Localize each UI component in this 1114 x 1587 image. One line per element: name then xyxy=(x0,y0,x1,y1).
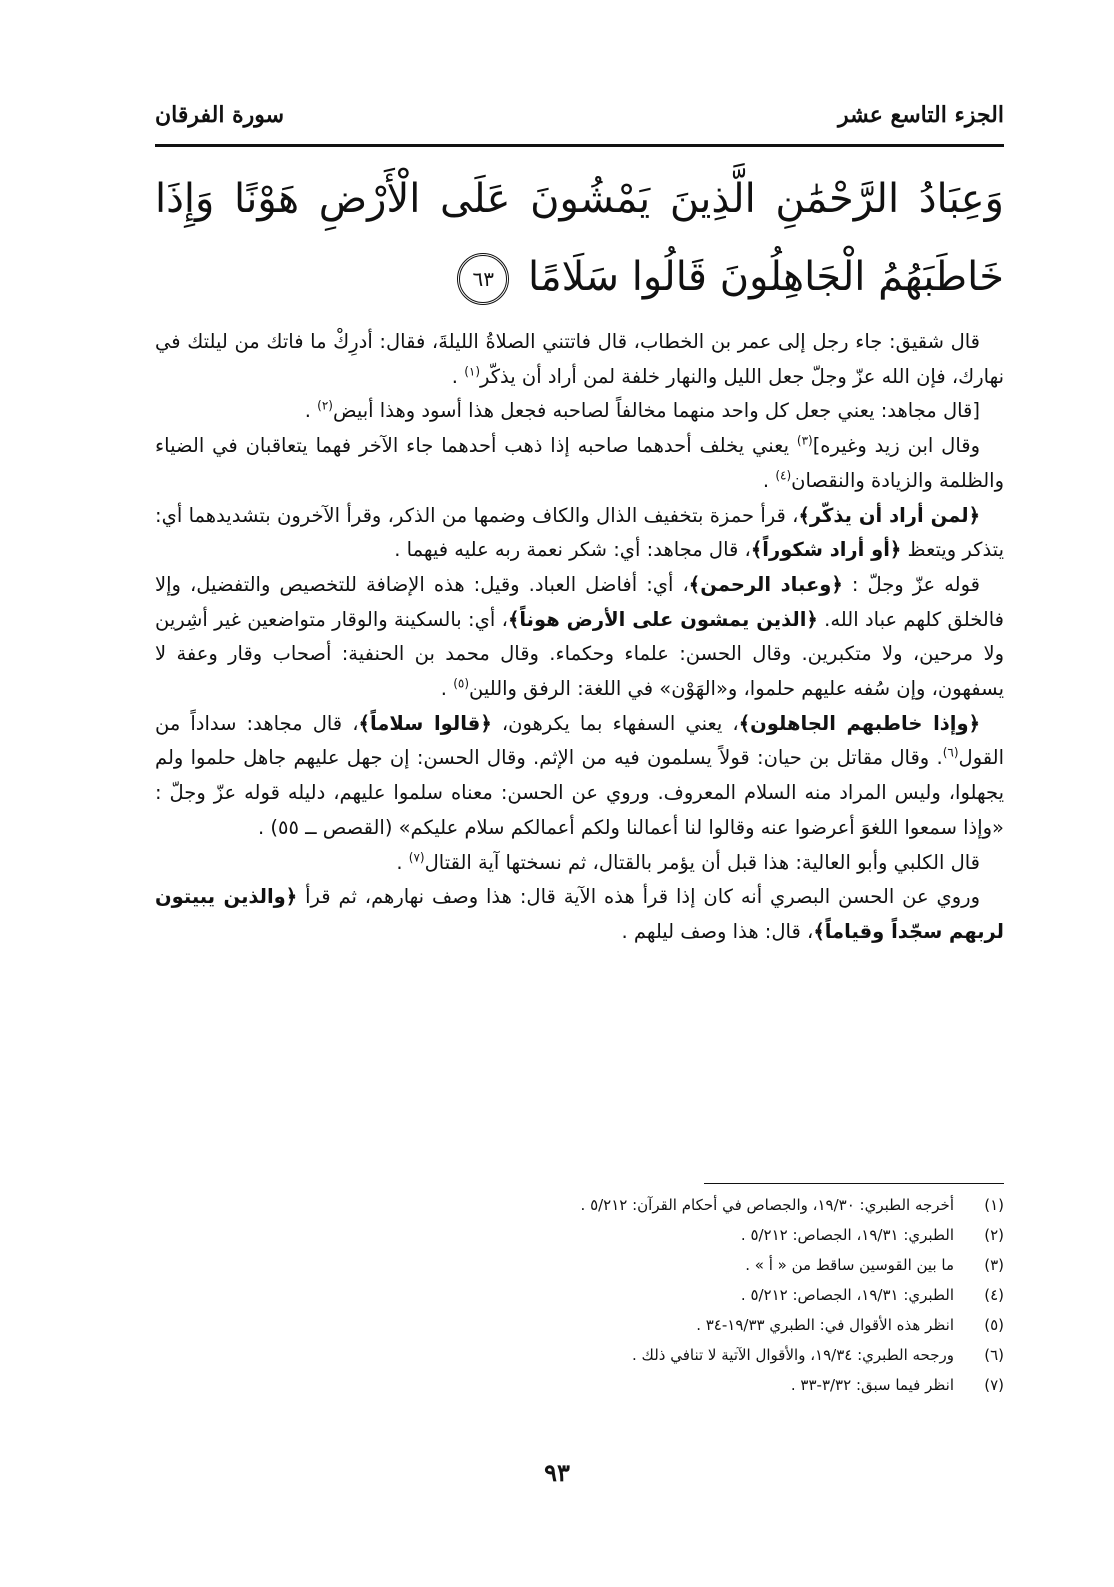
part-title: الجزء التاسع عشر xyxy=(837,102,1004,128)
footnote-number: (١) xyxy=(984,1196,1004,1214)
paragraph-text: [قال مجاهد: يعني جعل كل واحد منهما مخالفاً لصاحبه فجعل هذا أسود وهذا أبيض xyxy=(332,399,980,423)
paragraph xyxy=(155,846,1004,881)
paragraph xyxy=(155,568,1004,707)
quoted-verse: ﴿وإذا خاطبهم الجاهلون﴾ xyxy=(738,711,981,735)
quoted-verse: ﴿وعباد الرحمن﴾ xyxy=(688,572,843,596)
paragraph-text: . xyxy=(304,399,318,423)
paragraph-text: وروي عن الحسن البصري أنه كان إذا قرأ هذه الآية قال: هذا وصف نهارهم، ثم قرأ xyxy=(297,885,980,909)
paragraph xyxy=(155,394,1004,429)
footnotes xyxy=(155,1190,1004,1430)
paragraph-text: ، قال: هذا وصف ليلهم . xyxy=(621,919,814,943)
header-rule xyxy=(155,144,1004,147)
paragraph-text: قال شقيق: جاء رجل إلى عمر بن الخطاب، قال فاتتني الصلاةُ الليلةَ، فقال: أدرِكْ ما فاتك من ليلتك في نهارك، فإن الله عزّ وجلّ جعل الليل والنهار خلفة لمن أراد أن يذكّر xyxy=(155,330,1004,388)
footnote-item xyxy=(155,1250,1004,1280)
paragraph-text: ، أي: بالسكينة والوقار متواضعين غير أشِرين ولا مرحين، ولا متكبرين. وقال الحسن: علماء وحكماء. وقال محمد بن الحنفية: أصحاب وقار وعفة لا يسفهون، وإن سُفه عليهم حلموا، و«الهَوْن» في اللغة: الرفق واللين xyxy=(155,607,1004,701)
footnote-rule xyxy=(704,1183,1004,1184)
verse-text: وَعِبَادُ الرَّحْمَٰنِ الَّذِينَ يَمْشُونَ عَلَى الْأَرْضِ هَوْنًا وَإِذَا خَاطَبَهُمُ الْجَاهِلُونَ قَالُوا سَلَامًا xyxy=(155,176,1004,300)
paragraph xyxy=(155,880,1004,949)
footnote-text: انظر فيما سبق: ٣/٣٢-٣٣ . xyxy=(790,1376,954,1394)
paragraph-text: قال الكلبي وأبو العالية: هذا قبل أن يؤمر بالقتال، ثم نسختها آية القتال xyxy=(424,850,980,874)
paragraph xyxy=(155,429,1004,498)
footnote-number: (٤) xyxy=(984,1286,1004,1304)
footnote-ref: (١) xyxy=(464,364,481,379)
paragraph-text: . xyxy=(440,677,454,701)
commentary-body xyxy=(155,325,1004,1175)
footnote-ref: (٥) xyxy=(453,676,470,691)
verse-number-marker: ٦٣ xyxy=(457,253,509,305)
footnote-text: أخرجه الطبري: ١٩/٣٠، والجصاص في أحكام القرآن: ٥/٢١٢ . xyxy=(580,1196,954,1214)
footnote-item xyxy=(155,1220,1004,1250)
paragraph-text: . xyxy=(762,468,776,492)
footnote-text: انظر هذه الأقوال في: الطبري ١٩/٣٣-٣٤ . xyxy=(696,1316,954,1334)
footnote-text: الطبري: ١٩/٣١، الجصاص: ٥/٢١٢ . xyxy=(740,1286,954,1304)
paragraph-text: ، أي: أفاضل العباد. وقيل: هذه الإضافة للتخصيص والتفضيل، وإلا فالخلق كلهم عباد الله. xyxy=(155,572,1004,631)
paragraph-text: . xyxy=(396,850,409,874)
paragraph-text: ، قرأ حمزة بتخفيف الذال والكاف وضمها من الذكر، وقرأ الآخرون بتشديدهما أي: يتذكر ويتعظ xyxy=(155,503,1004,562)
quoted-verse: ﴿أو أراد شكوراً﴾ xyxy=(750,538,902,562)
surah-title: سورة الفرقان xyxy=(155,102,285,128)
footnote-item xyxy=(155,1370,1004,1400)
footnote-item xyxy=(155,1310,1004,1340)
footnote-item xyxy=(155,1280,1004,1310)
footnote-text: الطبري: ١٩/٣١، الجصاص: ٥/٢١٢ . xyxy=(740,1226,954,1244)
footnote-ref: (٤) xyxy=(775,468,792,483)
footnote-ref: (٢) xyxy=(317,398,333,413)
paragraph-text: وقال ابن زيد وغيره] xyxy=(812,434,981,458)
footnote-number: (٢) xyxy=(984,1226,1004,1244)
running-header xyxy=(155,95,1004,135)
footnote-number: (٣) xyxy=(984,1256,1004,1274)
paragraph-text: ، قال مجاهد: أي: شكر نعمة ربه عليه فيهما . xyxy=(394,538,751,562)
quran-verse xyxy=(155,160,1004,320)
page-number: ٩٣ xyxy=(544,1458,570,1487)
footnote-number: (٧) xyxy=(984,1376,1004,1394)
paragraph xyxy=(155,325,1004,394)
quoted-verse: ﴿الذين يمشون على الأرض هوناً﴾ xyxy=(507,607,818,631)
paragraph-text: ، يعني السفهاء بما يكرهون، xyxy=(491,711,739,735)
paragraph-text: يعني يخلف أحدهما صاحبه إذا ذهب أحدهما جاء الآخر فهما يتعاقبان في الضياء والظلمة والزيادة والنقصان xyxy=(155,434,1004,492)
footnote-ref: (٦) xyxy=(942,745,959,760)
quoted-verse: ﴿قالوا سلاماً﴾ xyxy=(358,711,492,735)
paragraph-text: ، قال مجاهد: سداداً من القول xyxy=(155,711,1004,770)
paragraph-text: . وقال مقاتل بن حيان: قولاً يسلمون فيه من الإثم. وقال الحسن: إن جهل عليهم جاهل حلموا ولم يجهلوا، وليس المراد منه السلام المعروف. وروي عن الحسن: معناه سلموا عليهم، دليله قوله عزّ وجلّ : «وإذا سمعوا اللغوَ أعرضوا عنه وقالوا لنا أعمالنا ولكم أعمالكم سلام عليكم» (القصص ــ ٥٥) . xyxy=(155,746,1004,839)
footnote-text: ما بين القوسين ساقط من « أ » . xyxy=(745,1256,954,1274)
footnote-item xyxy=(155,1190,1004,1220)
footnote-number: (٥) xyxy=(984,1316,1004,1334)
footnote-number: (٦) xyxy=(984,1346,1004,1364)
paragraph-text: . xyxy=(451,364,465,388)
footnote-ref: (٣) xyxy=(796,433,813,448)
quoted-verse: ﴿لمن أراد أن يذكّر﴾ xyxy=(798,503,980,527)
footnote-text: ورجحه الطبري: ١٩/٣٤، والأقوال الآتية لا تنافي ذلك . xyxy=(632,1346,954,1364)
paragraph xyxy=(155,499,1004,568)
footnote-ref: (٧) xyxy=(408,850,425,865)
quoted-verse: ﴿والذين يبيتون لربهم سجّداً وقياماً﴾ xyxy=(155,885,1004,943)
footnote-item xyxy=(155,1340,1004,1370)
paragraph-text: قوله عزّ وجلّ : xyxy=(842,572,980,596)
paragraph xyxy=(155,707,1004,846)
